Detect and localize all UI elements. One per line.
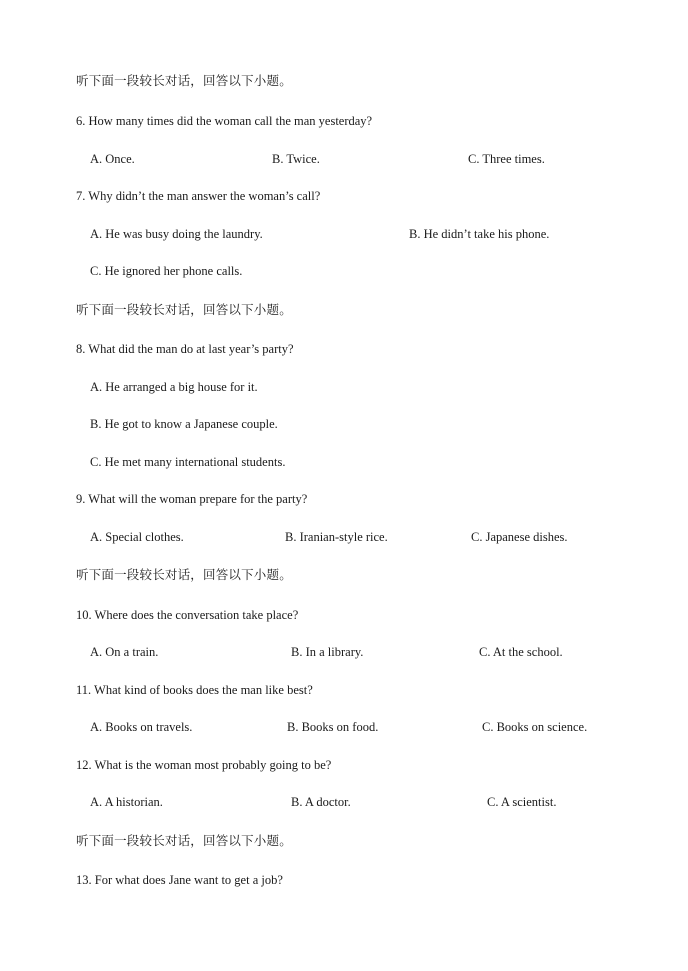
question-12-option-c: C. A scientist. xyxy=(487,795,557,809)
question-10-option-b: B. In a library. xyxy=(291,645,364,659)
question-8-option-a: A. He arranged a big house for it. xyxy=(90,380,258,394)
question-12: 12. What is the woman most probably going to be? xyxy=(76,758,332,772)
question-13: 13. For what does Jane want to get a job? xyxy=(76,873,283,887)
section-heading-1: 听下面一段较长对话，回答以下小题。 xyxy=(76,73,292,88)
question-9-option-a: A. Special clothes. xyxy=(90,530,184,544)
question-9-option-b: B. Iranian-style rice. xyxy=(285,530,388,544)
question-11-option-c: C. Books on science. xyxy=(482,720,588,734)
question-11: 11. What kind of books does the man like best? xyxy=(76,683,313,697)
question-6-option-c: C. Three times. xyxy=(468,152,545,166)
question-6: 6. How many times did the woman call the man yesterday? xyxy=(76,114,373,128)
question-10: 10. Where does the conversation take place? xyxy=(76,608,299,622)
question-7-option-a: A. He was busy doing the laundry. xyxy=(90,227,263,241)
question-10-option-c: C. At the school. xyxy=(479,645,563,659)
question-11-option-b: B. Books on food. xyxy=(287,720,379,734)
question-7: 7. Why didn’t the man answer the woman’s call? xyxy=(76,189,321,203)
question-9-option-c: C. Japanese dishes. xyxy=(471,530,568,544)
question-7-option-b: B. He didn’t take his phone. xyxy=(409,227,550,241)
question-10-option-a: A. On a train. xyxy=(90,645,159,659)
question-12-option-a: A. A historian. xyxy=(90,795,163,809)
question-8: 8. What did the man do at last year’s party? xyxy=(76,342,294,356)
question-9: 9. What will the woman prepare for the party? xyxy=(76,492,308,506)
question-6-option-a: A. Once. xyxy=(90,152,135,166)
section-heading-3: 听下面一段较长对话，回答以下小题。 xyxy=(76,567,292,582)
question-11-option-a: A. Books on travels. xyxy=(90,720,193,734)
section-heading-4: 听下面一段较长对话，回答以下小题。 xyxy=(76,833,292,848)
question-7-option-c: C. He ignored her phone calls. xyxy=(90,264,243,278)
section-heading-2: 听下面一段较长对话，回答以下小题。 xyxy=(76,302,292,317)
question-8-option-b: B. He got to know a Japanese couple. xyxy=(90,417,278,431)
question-8-option-c: C. He met many international students. xyxy=(90,455,286,469)
question-6-option-b: B. Twice. xyxy=(272,152,320,166)
question-12-option-b: B. A doctor. xyxy=(291,795,351,809)
